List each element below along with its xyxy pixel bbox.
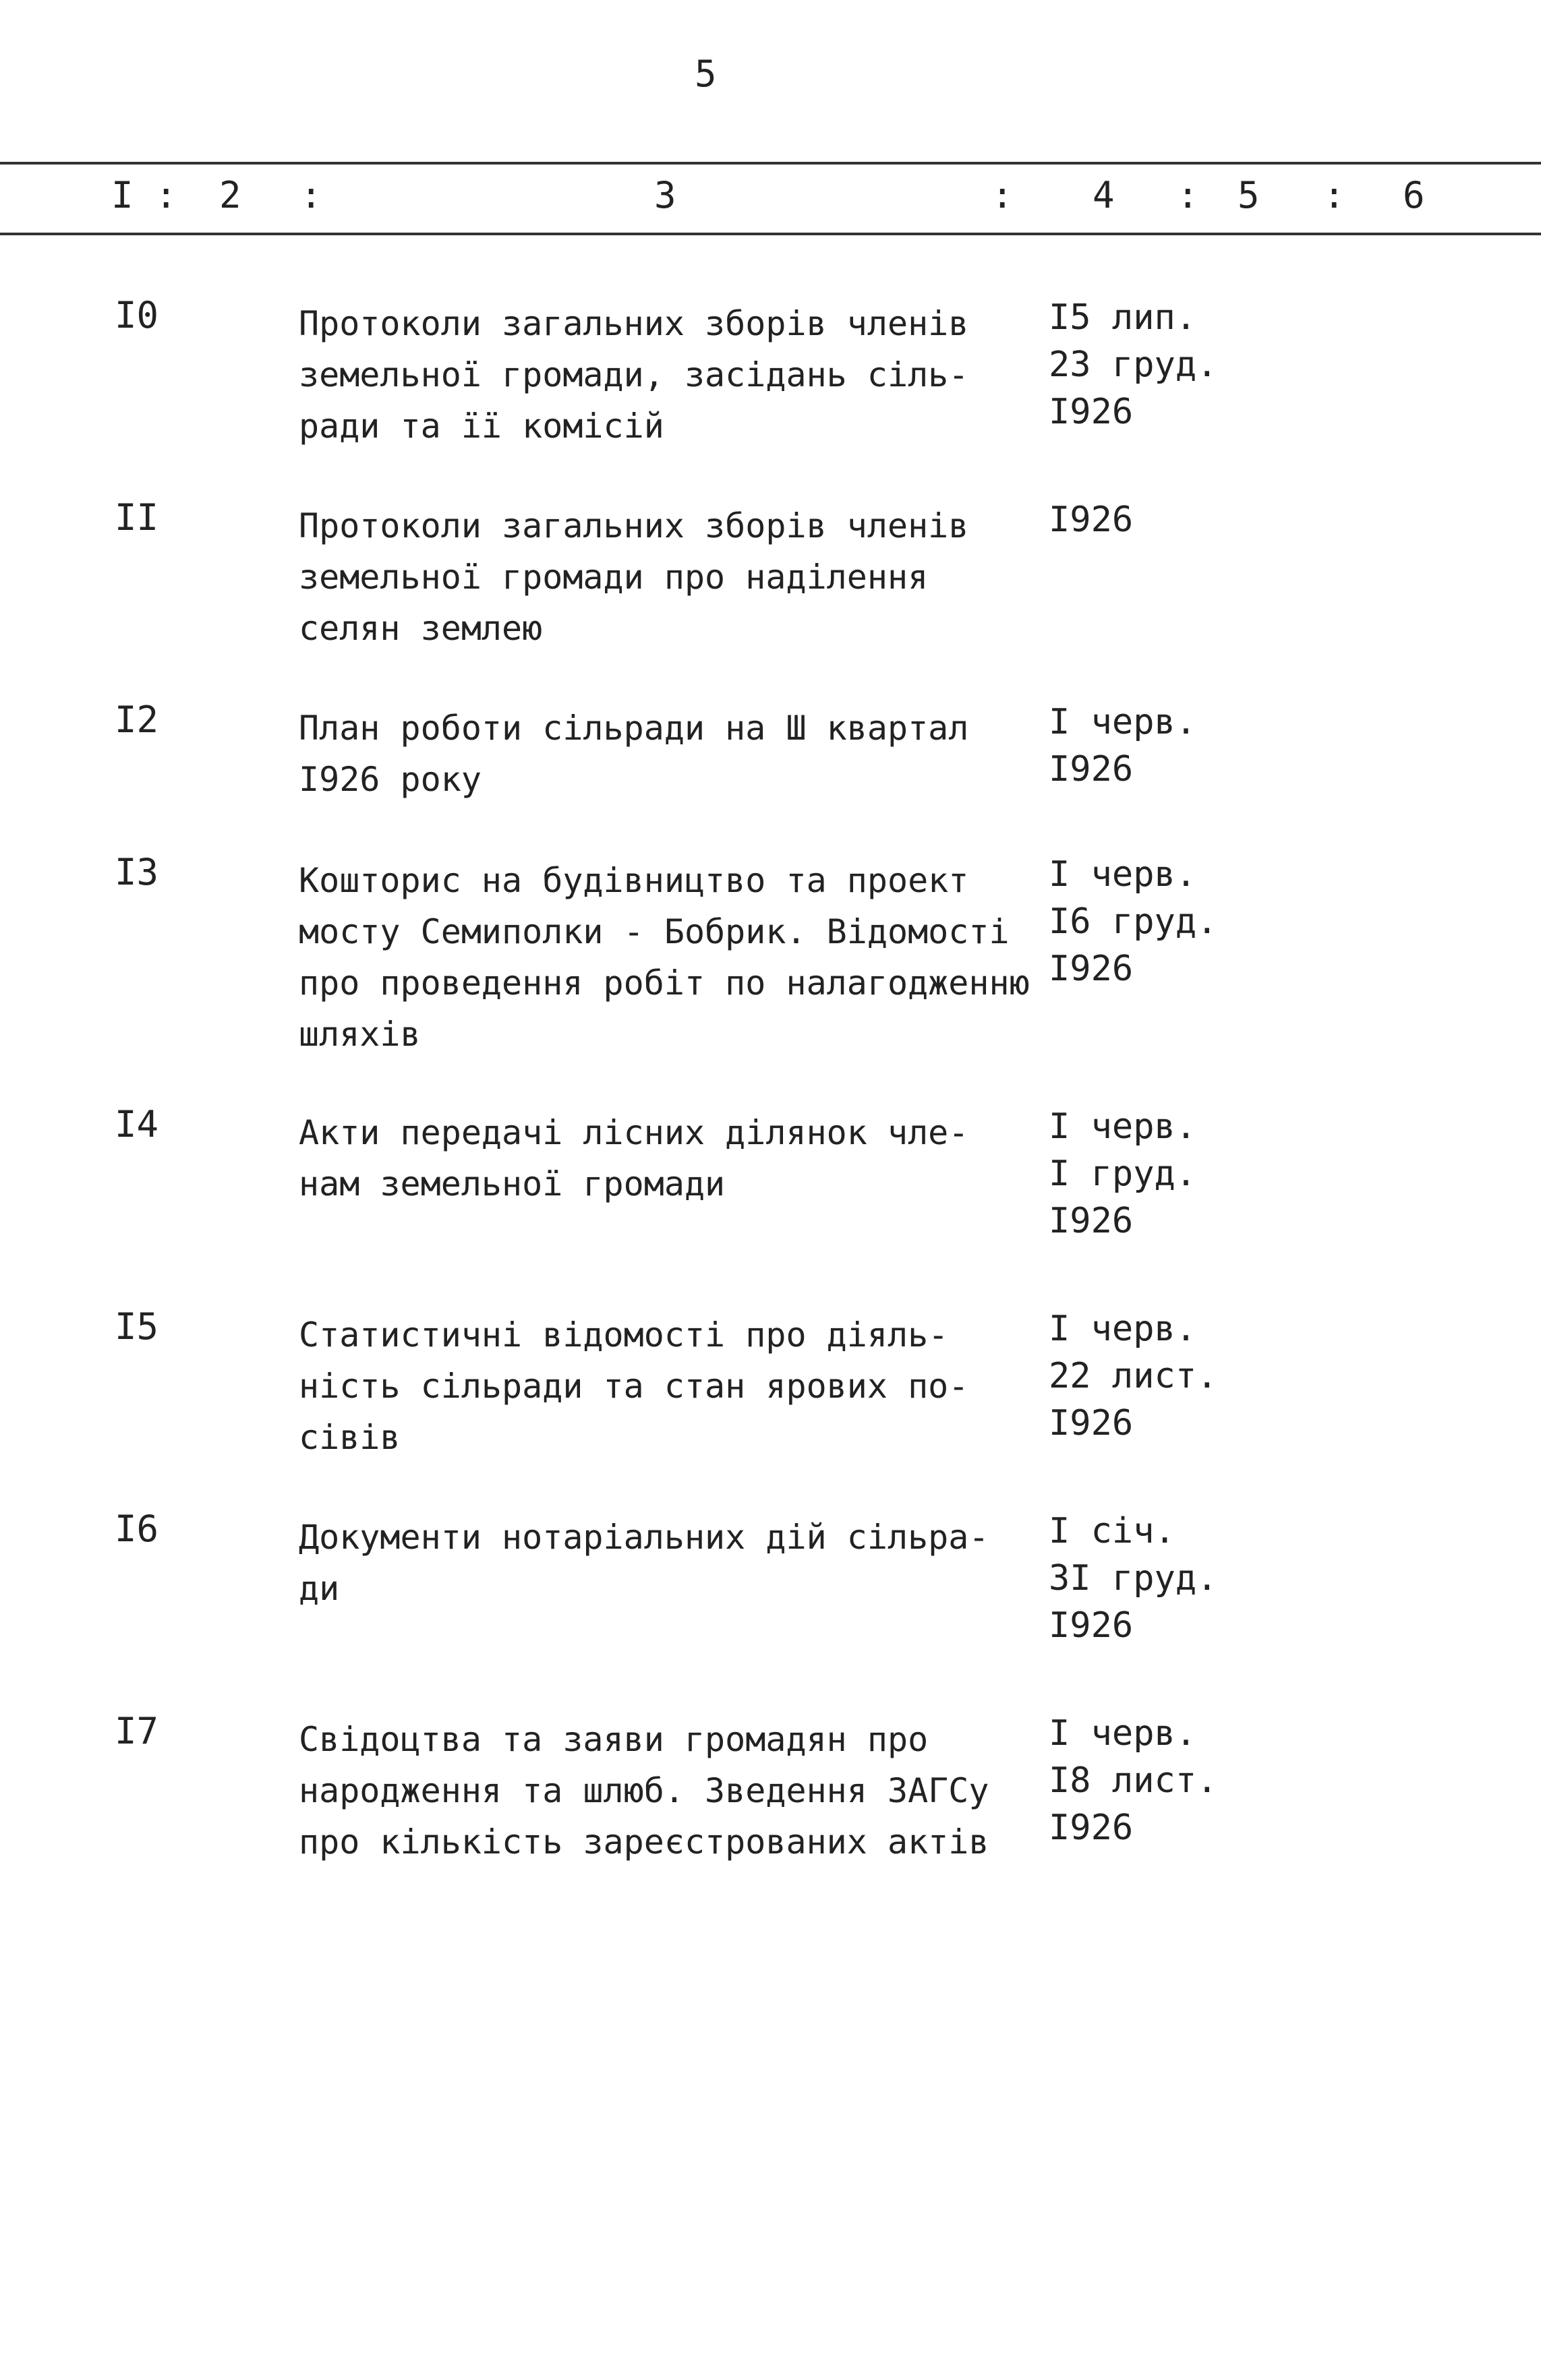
column-separator: :: [1323, 174, 1345, 216]
column-separator: :: [991, 174, 1014, 216]
document-title: Кошторис на будівництво та проект мосту Семиполки - Бобрик. Відомості про проведення робіт по налагодженню шляхів: [299, 861, 1030, 1054]
column-separator: :: [155, 174, 177, 216]
header-top-rule: [0, 162, 1541, 165]
row-number: II: [115, 496, 159, 539]
column-header-4: 4: [1093, 174, 1115, 216]
row-number: I3: [115, 851, 159, 893]
document-title: Свідоцтва та заяви громадян про народження та шлюб. Зведення ЗАГСу про кількість зареєстрованих актів: [299, 1720, 989, 1862]
document-dates: I черв. I8 лист. I926: [1049, 1713, 1218, 1848]
header-bottom-rule: [0, 233, 1541, 235]
document-title: Протоколи загальних зборів членів земельної громади про наділення селян землею: [299, 506, 969, 648]
document-title: Документи нотаріальних дій сільра- ди: [299, 1518, 989, 1608]
row-number: I5: [115, 1305, 159, 1348]
document-dates: I січ. 3I груд. I926: [1049, 1511, 1218, 1646]
page-number: 5: [695, 53, 717, 95]
document-dates: I926: [1049, 500, 1134, 540]
column-separator: :: [1177, 174, 1199, 216]
column-header-2: 2: [219, 174, 241, 216]
column-header-5: 5: [1238, 174, 1260, 216]
column-header-3: 3: [654, 174, 676, 216]
column-separator: :: [300, 174, 322, 216]
column-header-1: I: [111, 174, 134, 216]
document-dates: I черв. I926: [1049, 702, 1197, 790]
document-title: Протоколи загальних зборів членів земельної громади, засідань сіль- ради та її комісій: [299, 304, 969, 446]
document-dates: I черв. 22 лист. I926: [1049, 1309, 1218, 1444]
document-dates: I черв. I груд. I926: [1049, 1106, 1197, 1241]
row-number: I7: [115, 1710, 159, 1752]
document-title: План роботи сільради на Ш квартал I926 року: [299, 709, 969, 799]
document-title: Статистичні відомості про діяль- ність сільради та стан ярових по- сівів: [299, 1315, 969, 1457]
row-number: I6: [115, 1508, 159, 1550]
row-number: I4: [115, 1103, 159, 1146]
column-header-6: 6: [1403, 174, 1425, 216]
row-number: I0: [115, 294, 159, 336]
row-number: I2: [115, 698, 159, 741]
document-dates: I5 лип. 23 груд. I926: [1049, 297, 1218, 432]
document-dates: I черв. I6 груд. I926: [1049, 854, 1218, 989]
document-title: Акти передачі лісних ділянок чле- нам земельної громади: [299, 1113, 969, 1203]
